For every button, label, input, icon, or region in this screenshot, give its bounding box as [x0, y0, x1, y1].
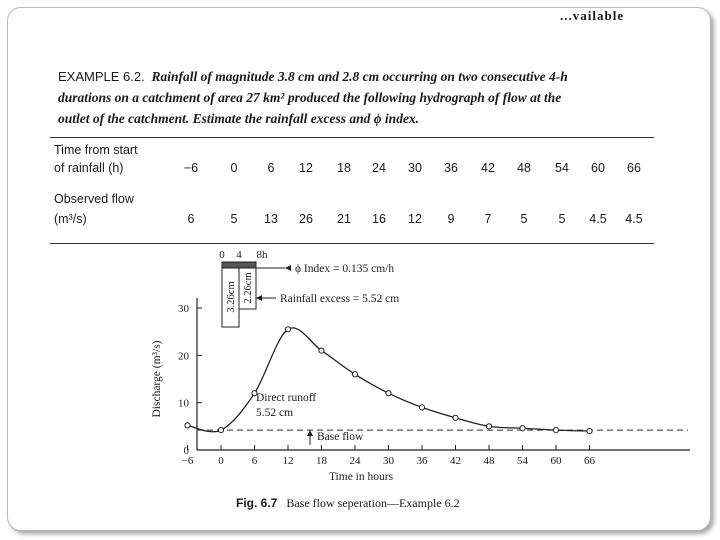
- flow-cell: 5: [558, 212, 566, 226]
- x-tick-label: 48: [483, 455, 495, 467]
- phi-arrow-icon: [285, 265, 291, 271]
- x-tick-label: 30: [383, 455, 394, 467]
- flow-cell: 7: [484, 212, 492, 226]
- x-tick-label: 6: [251, 455, 258, 467]
- y-tick-label: 30: [178, 303, 189, 315]
- time-header-line-1: Time from start: [54, 143, 138, 157]
- example-line-3: outlet of the catchment. Estimate the rainfall excess and ϕ index.: [58, 111, 420, 126]
- hyetograph-label-8: 8h: [256, 249, 268, 261]
- time-cell: 36: [444, 161, 458, 175]
- x-tick-label: 12: [282, 455, 294, 467]
- data-point: [553, 428, 558, 433]
- time-cell: 12: [299, 161, 313, 175]
- x-tick-label: 0: [218, 455, 224, 467]
- time-header-line-2: of rainfall (h): [54, 161, 124, 175]
- data-point: [185, 423, 190, 428]
- y-axis-label: Discharge (m³/s): [151, 340, 163, 418]
- flow-cell: 5: [520, 212, 528, 226]
- flow-header-line-2: (m³/s): [54, 212, 87, 226]
- data-point: [419, 405, 424, 410]
- flow-cell: 9: [447, 212, 455, 226]
- rainfall-excess-annotation: Rainfall excess = 5.52 cm: [280, 293, 400, 305]
- hyetograph-label-4: 4: [236, 249, 242, 261]
- x-tick-label: 60: [550, 455, 562, 467]
- data-point: [453, 415, 458, 420]
- figure-caption: [236, 496, 460, 511]
- x-tick-label: 54: [517, 455, 528, 467]
- example-line-2: durations on a catchment of area 27 km² produced the following hydrograph of flow at the: [58, 90, 562, 105]
- data-point: [587, 428, 592, 433]
- x-tick-label: 24: [349, 455, 361, 467]
- time-cell: −6: [183, 161, 199, 175]
- data-point: [352, 372, 357, 377]
- time-cell: 54: [555, 161, 569, 175]
- y-tick-label: 0: [183, 445, 189, 457]
- flow-cell: 13: [264, 212, 278, 226]
- bar-2-label: 2.26cm: [243, 272, 254, 304]
- base-flow-label: Base flow: [317, 431, 364, 443]
- data-point: [285, 327, 290, 332]
- time-cell: 48: [517, 161, 531, 175]
- example-line-1: Rainfall of magnitude 3.8 cm and 2.8 cm occurring on two consecutive 4-h: [151, 69, 568, 84]
- time-cell: 66: [627, 161, 641, 175]
- time-cell: 60: [591, 161, 605, 175]
- time-cell: 24: [372, 161, 386, 175]
- direct-runoff-label: Direct runoff: [256, 392, 317, 404]
- y-tick-label: 10: [178, 397, 189, 410]
- time-cell: 0: [230, 161, 238, 175]
- x-tick-label: 18: [316, 455, 327, 467]
- flow-cell: 16: [372, 212, 386, 226]
- data-point: [486, 424, 491, 429]
- hyetograph-label-0: 0: [219, 249, 225, 261]
- x-tick-label: 42: [450, 455, 461, 467]
- x-tick-label: −6: [181, 455, 194, 467]
- data-point: [319, 348, 324, 353]
- phi-index-annotation: ϕ Index = 0.135 cm/h: [295, 263, 395, 275]
- base-flow-arrow-icon: [307, 430, 313, 436]
- data-point: [218, 428, 223, 433]
- phi-loss-band: [222, 262, 256, 268]
- flow-cell: 6: [187, 212, 195, 226]
- flow-cell: 26: [299, 212, 313, 226]
- time-cell: 18: [337, 161, 351, 175]
- x-tick-label: 66: [584, 455, 595, 467]
- data-point: [520, 426, 525, 431]
- flow-cell: 12: [408, 212, 422, 226]
- flow-cell: 21: [337, 212, 351, 226]
- example-label: EXAMPLE 6.2.: [58, 69, 145, 84]
- y-tick-label: 20: [178, 350, 189, 363]
- time-cell: 42: [481, 161, 495, 175]
- data-point: [386, 391, 391, 396]
- figure-number: Fig. 6.7: [236, 496, 278, 510]
- flow-cell: 4.5: [625, 212, 643, 226]
- time-cell: 6: [267, 161, 275, 175]
- time-cell: 30: [408, 161, 422, 175]
- flow-cell: 5: [230, 212, 238, 226]
- figure-caption-text: Base flow seperation—Example 6.2: [286, 496, 460, 510]
- flow-header-line-1: Observed flow: [54, 192, 134, 206]
- flow-cell: 4.5: [589, 212, 607, 226]
- bar-1-label: 3.26cm: [226, 281, 237, 313]
- hydrograph-line: [188, 328, 590, 432]
- x-tick-label: 36: [416, 455, 428, 467]
- direct-runoff-value: 5.52 cm: [256, 407, 294, 419]
- rainfall-excess-arrow-icon: [256, 295, 262, 301]
- header-fragment: ...vailable: [560, 8, 625, 23]
- x-axis-label: Time in hours: [328, 471, 394, 483]
